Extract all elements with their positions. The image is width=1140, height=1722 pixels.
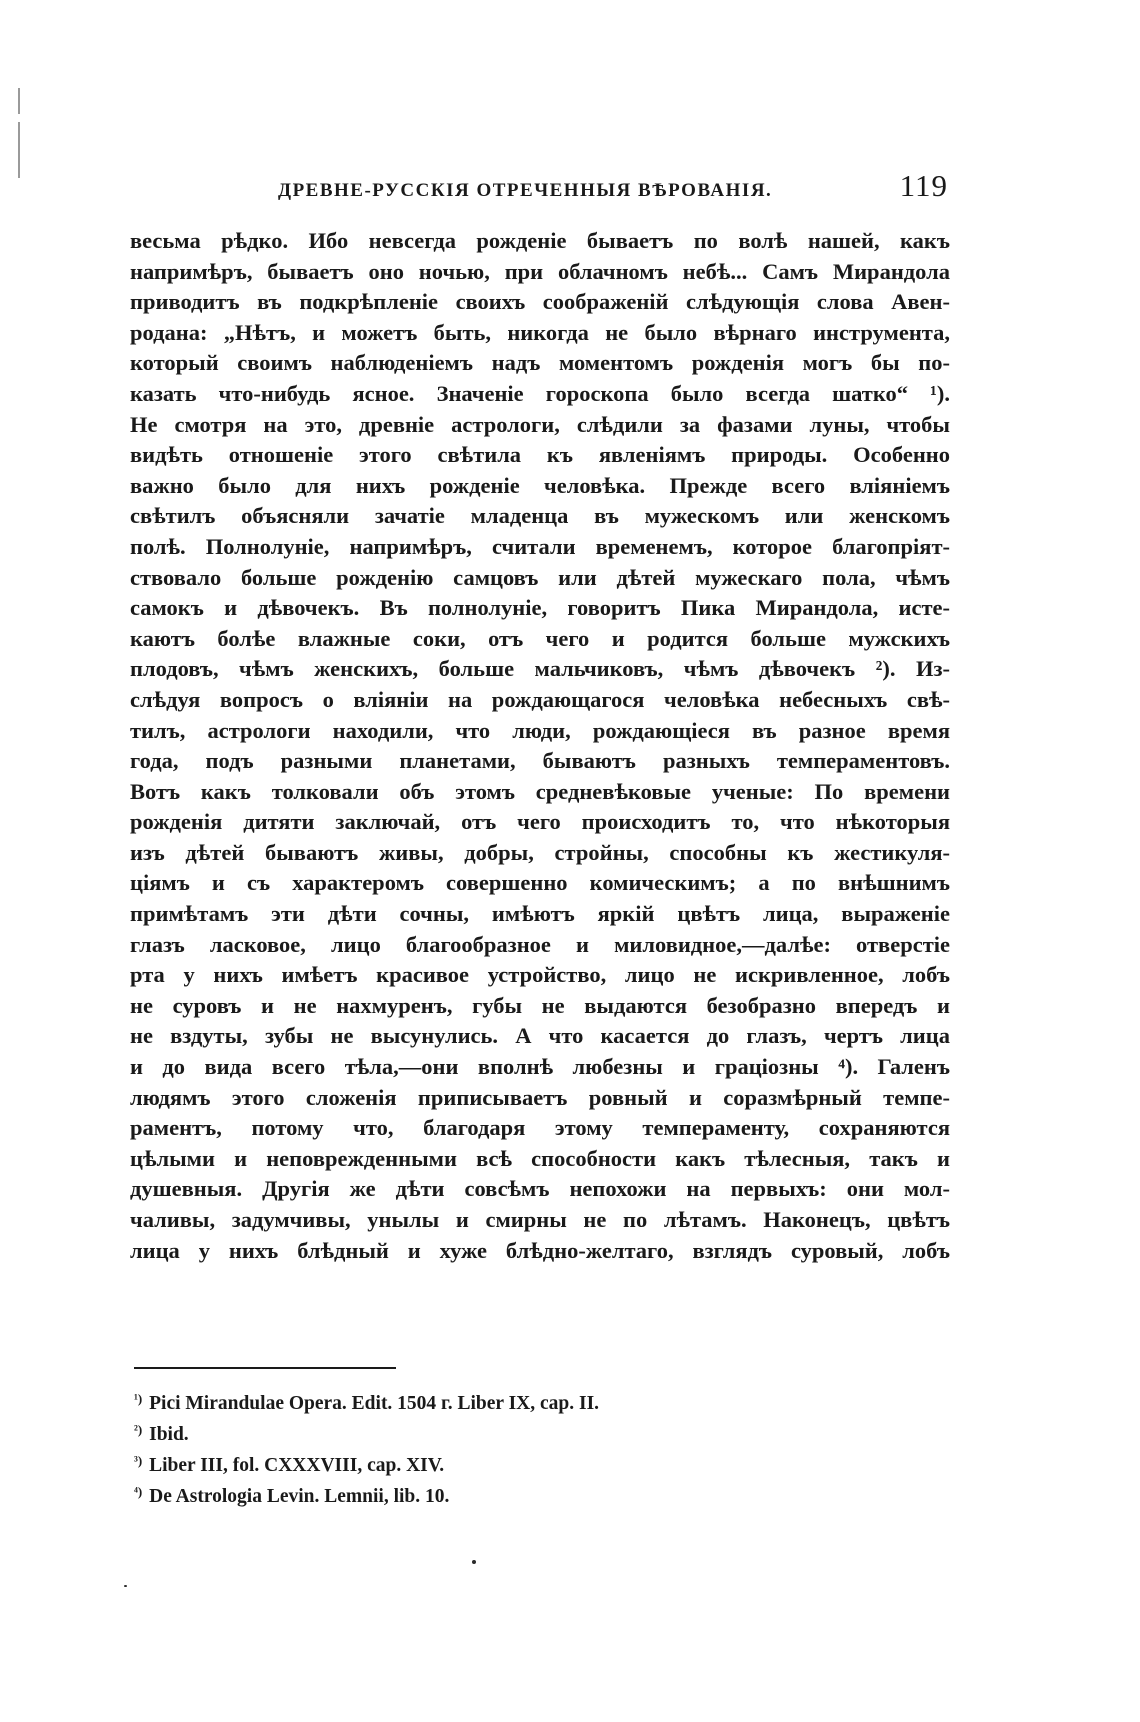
footnote-mark: ²) [134, 1422, 143, 1437]
text-line: людямъ этого сложенія приписываетъ ровный и соразмѣрный темпе- [130, 1084, 950, 1110]
footnote-mark: ⁴) [134, 1484, 143, 1499]
text-line: важно было для нихъ рожденіе человѣка. Прежде всего вліяніемъ [130, 472, 950, 498]
text-line: свѣтилъ объясняли зачатіе младенца въ мужескомъ или женскомъ [130, 503, 950, 529]
text-line: года, подъ разными планетами, бываютъ разныхъ темпераментовъ. [130, 748, 950, 774]
footnote-text: Liber III, fol. CXXXVIII, cap. XIV. [149, 1455, 445, 1476]
text-line: изъ дѣтей бываютъ живы, добры, стройны, способны къ жестикуля- [130, 839, 950, 865]
footnote [134, 1414, 834, 1445]
running-title: ДРЕВНЕ-РУССКІЯ ОТРЕЧЕННЫЯ ВѢРОВАНІЯ. [278, 180, 773, 201]
scan-speck [124, 1585, 127, 1587]
body-text [130, 226, 950, 1266]
footnote-text: De Astrologia Levin. Lemnii, lib. 10. [149, 1486, 450, 1507]
text-line: приводитъ въ подкрѣпленіе своихъ соображеній слѣдующія слова Авен- [130, 289, 950, 315]
text-line: самокъ и дѣвочекъ. Въ полнолуніе, говоритъ Пика Мирандола, исте- [130, 595, 950, 621]
footnote [134, 1445, 834, 1476]
text-line: казать что-нибудь ясное. Значеніе гороскопа было всегда шатко“ ¹). [130, 380, 950, 406]
text-line: рожденія дитяти заключай, отъ чего происходитъ то, что нѣкоторыя [130, 809, 950, 835]
text-line: каютъ болѣе влажные соки, отъ чего и родится больше мужскихъ [130, 625, 950, 651]
footnote-mark: ¹) [134, 1391, 143, 1406]
text-line: чаливы, задумчивы, унылы и смирны не по лѣтамъ. Наконецъ, цвѣтъ [130, 1207, 950, 1232]
text-line: ціямъ и съ характеромъ совершенно комическимъ; а по внѣшнимъ [130, 870, 950, 896]
text-line: видѣть отношеніе этого свѣтила къ явленіямъ природы. Особенно [130, 442, 950, 468]
text-line: цѣлыми и неповрежденными всѣ способности какъ тѣлесныя, такъ и [130, 1145, 950, 1171]
footnote-divider [134, 1367, 396, 1369]
text-line: не суровъ и не нахмуренъ, губы не выдаются безобразно впередъ и [130, 992, 950, 1018]
scan-speck [472, 1560, 476, 1564]
text-line: родана: „Нѣтъ, и можетъ быть, никогда не было вѣрнаго инструмента, [130, 319, 950, 345]
footnotes [134, 1383, 834, 1507]
text-line: тилъ, астрологи находили, что люди, рождающіеся въ разное время [130, 717, 950, 743]
running-header [278, 168, 948, 208]
text-line: полѣ. Полнолуніе, напримѣръ, считали временемъ, которое благопріят- [130, 533, 950, 559]
footnote [134, 1383, 834, 1414]
text-line: душевныя. Другія же дѣти совсѣмъ непохожи на первыхъ: они мол- [130, 1176, 950, 1202]
text-line: и до вида всего тѣла,—они вполнѣ любезны и граціозны ⁴). Галенъ [130, 1054, 950, 1080]
text-line: напримѣръ, бываетъ оно ночью, при облачномъ небѣ... Самъ Мирандола [130, 258, 950, 284]
footnote-text: Pici Mirandulae Opera. Edit. 1504 г. Liber IX, cap. II. [149, 1393, 600, 1414]
text-line: глазъ ласковое, лицо благообразное и миловидное,—далѣе: отверстіе [130, 931, 950, 957]
text-line: примѣтамъ эти дѣти сочны, имѣютъ яркій цвѣтъ лица, выраженіе [130, 901, 950, 927]
text-line: не вздуты, зубы не высунулись. А что касается до глазъ, чертъ лица [130, 1023, 950, 1049]
text-line: Вотъ какъ толковали объ этомъ средневѣковые ученые: По времени [130, 778, 950, 804]
scan-edge-mark [18, 122, 20, 178]
text-line: Не смотря на это, древніе астрологи, слѣдили за фазами луны, чтобы [130, 411, 950, 437]
footnote-mark: ³) [134, 1453, 143, 1468]
footnote [134, 1476, 834, 1507]
text-line: лица у нихъ блѣдный и хуже блѣдно-желтаго, взглядъ суровый, лобъ [130, 1237, 950, 1263]
text-line: который своимъ наблюденіемъ надъ моментомъ рожденія могъ бы по- [130, 350, 950, 376]
text-line: слѣдуя вопросъ о вліяніи на рождающагося человѣка небесныхъ свѣ- [130, 686, 950, 712]
page-number: 119 [899, 168, 948, 203]
scan-edge-mark [18, 88, 20, 114]
text-line: раментъ, потому что, благодаря этому темпераменту, сохраняются [130, 1115, 950, 1141]
text-line: рта у нихъ имѣетъ красивое устройство, лицо не искривленное, лобъ [130, 962, 950, 988]
text-line: весьма рѣдко. Ибо невсегда рожденіе бываетъ по волѣ нашей, какъ [130, 228, 950, 253]
text-line: плодовъ, чѣмъ женскихъ, больше мальчиковъ, чѣмъ дѣвочекъ ²). Из- [130, 656, 950, 682]
text-line: ствовало больше рожденію самцовъ или дѣтей мужескаго пола, чѣмъ [130, 564, 950, 590]
footnote-text: Ibid. [149, 1424, 189, 1445]
